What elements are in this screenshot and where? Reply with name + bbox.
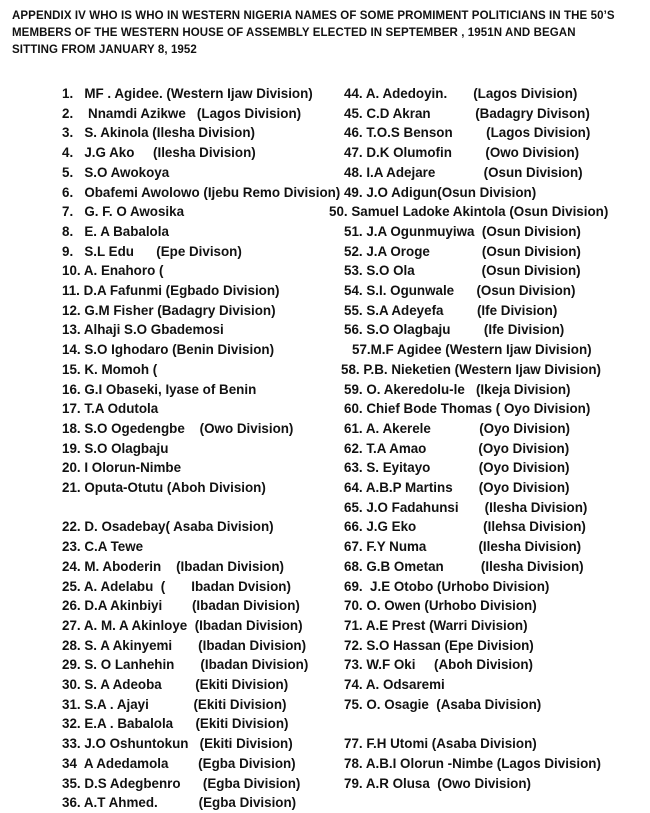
left-entry: 12. G.M Fisher (Badagry Division): [62, 302, 276, 318]
left-entry: 8. E. A Babalola: [62, 223, 169, 239]
heading-line-2: MEMBERS OF THE WESTERN HOUSE OF ASSEMBLY ELECTED IN SEPTEMBER , 1951N AND BEGAN: [12, 27, 576, 39]
right-entry: 50. Samuel Ladoke Akintola (Osun Division): [329, 204, 609, 220]
left-entry: 27. A. M. A Akinloye (Ibadan Division): [62, 617, 303, 633]
left-entry: 6. Obafemi Awolowo (Ijebu Remo Division) 49. J.O Adigun(Osun Division): [62, 184, 537, 200]
left-entry: 35. D.S Adegbenro (Egba Division): [62, 775, 301, 791]
left-entry: 14. S.O Ighodaro (Benin Division): [62, 342, 275, 358]
left-entry: 19. S.O Olagbaju: [62, 440, 169, 456]
right-entry: 54. S.I. Ogunwale (Osun Division): [344, 283, 576, 298]
right-entry: 63. S. Eyitayo (Oyo Division): [344, 460, 570, 476]
left-entry: 31. S.A . Ajayi (Ekiti Division): [62, 696, 287, 712]
left-entry: 21. Oputa-Otutu (Aboh Division): [62, 480, 266, 495]
left-entry: 34 A Adedamola (Egba Division): [62, 755, 296, 771]
right-entry: 53. S.O Ola (Osun Division): [344, 263, 581, 279]
right-entry: 48. I.A Adejare (Osun Division): [344, 164, 583, 180]
heading-line-3: SITTING FROM JANUARY 8, 1952: [12, 44, 197, 56]
left-entry: 36. A.T Ahmed. (Egba Division): [62, 795, 297, 811]
left-entry: 1. MF . Agidee. (Western Ijaw Division): [62, 86, 313, 101]
right-entry: 45. C.D Akran (Badagry Divison): [344, 105, 590, 121]
right-entry: 58. P.B. Nieketien (Western Ijaw Division): [341, 361, 601, 377]
left-entry: 25. A. Adelabu ( Ibadan Dvision): [62, 578, 291, 594]
right-entry: 74. A. Odsaremi: [344, 677, 445, 692]
left-entry: 23. C.A Tewe: [62, 539, 144, 555]
right-entry: 67. F.Y Numa (Ilesha Division): [344, 539, 582, 555]
right-entry: 60. Chief Bode Thomas ( Oyo Division): [344, 401, 591, 417]
right-entry: 51. J.A Ogunmuyiwa (Osun Division): [344, 223, 581, 239]
left-entry: 32. E.A . Babalola (Ekiti Division): [62, 716, 289, 732]
left-entry: 4. J.G Ako (Ilesha Division): [62, 145, 256, 161]
left-entry: 9. S.L Edu (Epe Divison): [62, 243, 242, 259]
left-entry: 33. J.O Oshuntokun (Ekiti Division): [62, 736, 293, 752]
left-entry: 15. K. Momoh (: [62, 361, 158, 377]
left-entry: 20. I Olorun-Nimbe: [62, 460, 182, 476]
right-entry: 78. A.B.I Olorun -Nimbe (Lagos Division): [344, 755, 601, 771]
right-entry: 64. A.B.P Martins (Oyo Division): [344, 480, 570, 495]
right-entry: 62. T.A Amao (Oyo Division): [344, 440, 570, 456]
right-entry: 44. A. Adedoyin. (Lagos Division): [344, 86, 578, 101]
right-entry: 61. A. Akerele (Oyo Division): [344, 420, 570, 436]
left-entry: 5. S.O Awokoya: [62, 164, 170, 180]
right-entry: 69. J.E Otobo (Urhobo Division): [344, 578, 550, 594]
left-entry: 2. Nnamdi Azikwe (Lagos Division): [62, 105, 302, 121]
left-entry: 18. S.O Ogedengbe (Owo Division): [62, 420, 294, 436]
right-entry: 65. J.O Fadahunsi (Ilesha Division): [344, 499, 588, 515]
left-entry: 13. Alhaji S.O Gbademosi: [62, 322, 224, 338]
left-entry: 30. S. A Adeoba (Ekiti Division): [62, 677, 289, 692]
right-entry: 66. J.G Eko (Ilehsa Division): [344, 519, 586, 535]
right-entry: 72. S.O Hassan (Epe Division): [344, 637, 534, 653]
right-entry: 70. O. Owen (Urhobo Division): [344, 598, 537, 614]
left-entry: 26. D.A Akinbiyi (Ibadan Division): [62, 598, 300, 614]
right-entry: 59. O. Akeredolu-le (Ikeja Division): [344, 381, 571, 397]
left-entry: 3. S. Akinola (Ilesha Division): [62, 125, 255, 141]
left-entry: 16. G.I Obaseki, Iyase of Benin: [62, 381, 257, 397]
right-entry: 73. W.F Oki (Aboh Division): [344, 657, 533, 673]
right-entry: 47. D.K Olumofin (Owo Division): [344, 145, 580, 161]
right-entry: 57.M.F Agidee (Western Ijaw Division): [352, 342, 592, 358]
right-entry: 52. J.A Oroge (Osun Division): [344, 243, 581, 259]
right-entry: 79. A.R Olusa (Owo Division): [344, 775, 532, 791]
left-entry: 22. D. Osadebay( Asaba Division): [62, 519, 274, 535]
appendix-heading: [12, 8, 642, 59]
left-entry: 24. M. Aboderin (Ibadan Division): [62, 558, 284, 574]
right-entry: 46. T.O.S Benson (Lagos Division): [344, 125, 591, 141]
left-entry: 11. D.A Fafunmi (Egbado Division): [62, 283, 280, 298]
right-entry: 75. O. Osagie (Asaba Division): [344, 696, 542, 712]
heading-line-1: APPENDIX IV WHO IS WHO IN WESTERN NIGERIA NAMES OF SOME PROMIMENT POLITICIANS IN THE 50’S: [12, 10, 615, 22]
right-entry: 71. A.E Prest (Warri Division): [344, 617, 528, 633]
left-entry: 17. T.A Odutola: [62, 401, 159, 417]
left-entry: 10. A. Enahoro (: [62, 263, 164, 279]
left-entry: 7. G. F. O Awosika: [62, 204, 185, 220]
left-entry: 28. S. A Akinyemi (Ibadan Division): [62, 637, 307, 653]
right-entry: 68. G.B Ometan (Ilesha Division): [344, 558, 584, 574]
right-entry: 77. F.H Utomi (Asaba Division): [344, 736, 537, 752]
right-entry: 55. S.A Adeyefa (Ife Division): [344, 302, 558, 318]
left-entry: 29. S. O Lanhehin (Ibadan Division): [62, 657, 309, 673]
right-entry: 56. S.O Olagbaju (Ife Division): [344, 322, 565, 338]
